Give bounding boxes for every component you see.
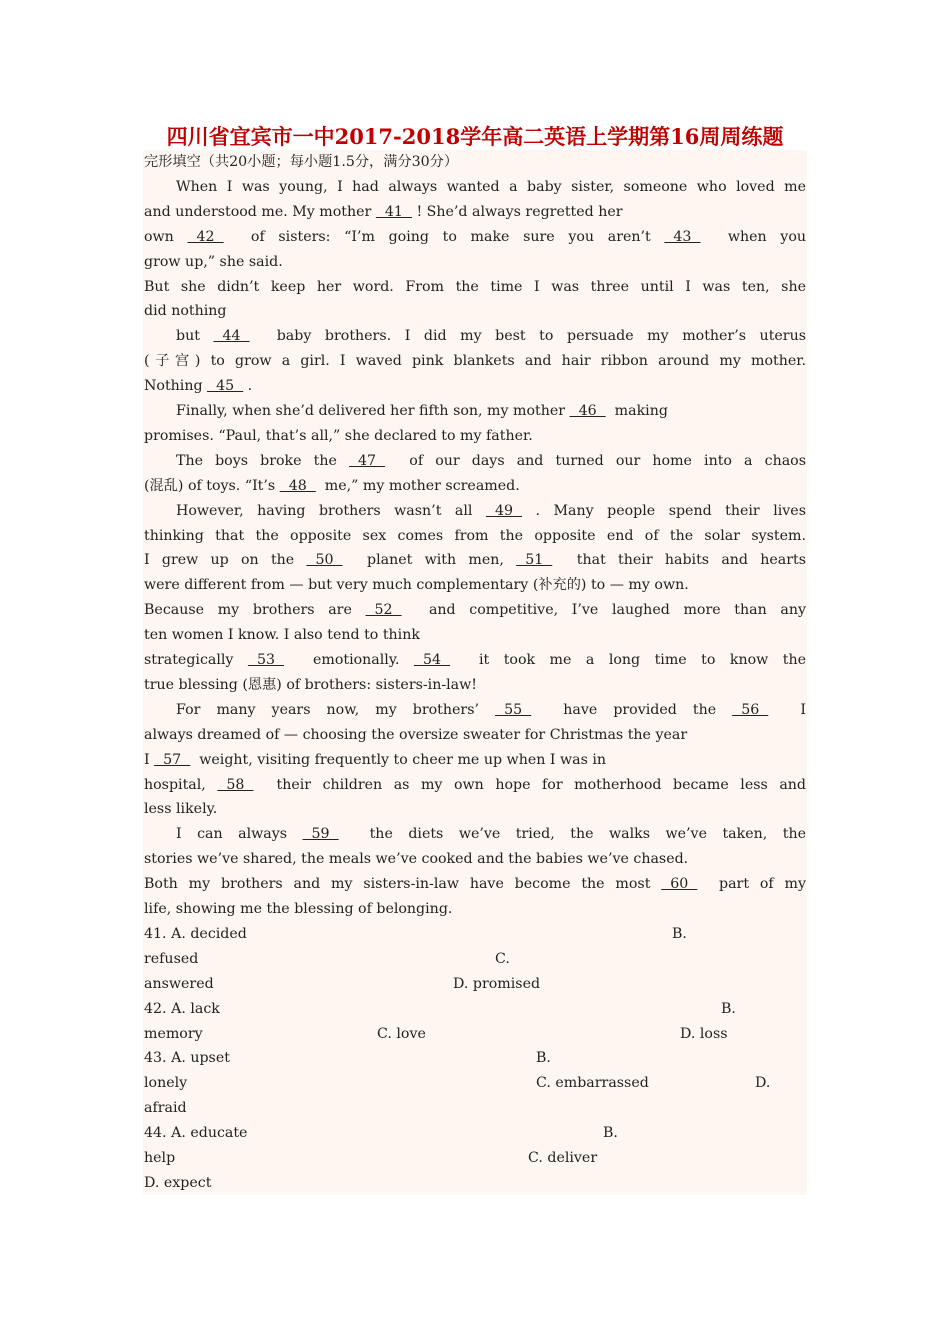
option-line — [144, 1096, 806, 1121]
option-text: refused — [144, 950, 199, 967]
option-text: C. — [495, 950, 510, 967]
passage-line: (子宫) to grow a girl. I waved pink blankets and hair ribbon around my mother. — [144, 353, 806, 370]
blank-48: 48 — [279, 477, 316, 494]
option-line — [144, 1171, 806, 1196]
passage-line: I 57 weight, visiting frequently to cheer me up when I was in — [144, 748, 806, 773]
blank-60: 60 — [661, 876, 698, 893]
passage-line: life, showing me the blessing of belonging. — [144, 901, 453, 917]
option-text: answered — [144, 975, 214, 992]
passage-line: grow up,” she said. — [144, 253, 283, 270]
option-text: D. expect — [144, 1174, 212, 1191]
passage-line: Both my brothers and my sisters-in-law have become the most 60 part of my — [144, 872, 806, 897]
passage-line: I can always 59 the diets we’ve tried, the walks we’ve taken, the — [144, 822, 806, 847]
blank-56: 56 — [732, 701, 769, 718]
option-line — [144, 1121, 806, 1146]
option-text: B. — [603, 1125, 618, 1142]
passage-line: The boys broke the 47 of our days and turned our home into a chaos — [144, 449, 806, 474]
passage-line: did nothing — [144, 303, 227, 320]
blank-54: 54 — [413, 652, 451, 668]
blank-58: 58 — [217, 776, 254, 793]
passage-line: However, having brothers wasn’t all 49 . Many people spend their lives — [144, 499, 806, 524]
option-line — [144, 1071, 806, 1096]
option-text: 44. A. educate — [144, 1125, 248, 1142]
blank-50: 50 — [306, 552, 343, 569]
passage-line: But she didn’t keep her word. From the time I was three until I was ten, she — [144, 278, 806, 295]
option-text: 41. A. decided — [144, 925, 247, 942]
option-line — [144, 947, 806, 972]
section-heading: 完形填空（共20小题；每小题1.5分，满分30分） — [144, 154, 459, 170]
option-text: C. love — [377, 1025, 426, 1042]
option-text: B. — [536, 1050, 551, 1067]
option-text: B. — [721, 1000, 736, 1017]
blank-52: 52 — [365, 602, 402, 619]
option-text: B. — [672, 925, 687, 942]
blank-59: 59 — [302, 826, 339, 843]
passage-line: own 42 of sisters: “I’m going to make sure you aren’t 43 when you — [144, 225, 806, 250]
option-line — [144, 997, 806, 1022]
blank-55: 55 — [495, 701, 532, 718]
blank-41: 41 — [375, 203, 412, 220]
blank-47: 47 — [348, 452, 386, 469]
passage-line: (混乱) of toys. “It’s 48 me,” my mother screamed. — [144, 474, 806, 499]
blank-45: 45 — [207, 378, 244, 395]
passage-line: Nothing 45 . — [144, 374, 806, 399]
option-line — [144, 1022, 806, 1047]
option-text: C. embarrassed — [536, 1075, 649, 1092]
option-line — [144, 1046, 806, 1071]
option-text: C. deliver — [528, 1150, 598, 1166]
passage-line: always dreamed of — choosing the oversize sweater for Christmas the year — [144, 726, 688, 743]
option-text: D. loss — [680, 1025, 728, 1042]
option-line — [144, 972, 806, 997]
option-text: D. promised — [453, 975, 541, 992]
passage-line: When I was young, I had always wanted a baby sister, someone who loved me — [176, 178, 806, 195]
document-title: 四川省宜宾市一中2017-2018学年高二英语上学期第16周周练题 — [166, 124, 784, 149]
option-text: help — [144, 1150, 176, 1166]
option-text: lonely — [144, 1075, 188, 1092]
blank-49: 49 — [485, 502, 523, 519]
blank-51: 51 — [516, 552, 553, 569]
passage-line: were different from — but very much complementary (补充的) to — my own. — [144, 577, 689, 594]
passage-line: stories we’ve shared, the meals we’ve cooked and the babies we’ve chased. — [144, 851, 689, 868]
blank-53: 53 — [247, 652, 285, 668]
passage-line: but 44 baby brothers. I did my best to persuade my mother’s uterus — [144, 324, 806, 349]
blank-43: 43 — [664, 228, 701, 245]
option-text: D. — [755, 1075, 771, 1092]
blank-42: 42 — [187, 228, 224, 245]
passage-line: thinking that the opposite sex comes from the opposite end of the solar system. — [144, 527, 806, 544]
option-text: 42. A. lack — [144, 1000, 220, 1017]
passage-line: true blessing (恩惠) of brothers: sisters-in-law! — [144, 676, 477, 693]
passage-line: less likely. — [144, 801, 218, 818]
blank-57: 57 — [154, 751, 191, 768]
option-line — [144, 922, 806, 947]
passage-line: and understood me. My mother 41 ! She’d always regretted her — [144, 200, 806, 225]
passage-line: For many years now, my brothers’ 55 have provided the 56 I — [144, 698, 806, 723]
blank-44: 44 — [213, 328, 250, 345]
option-line — [144, 1146, 806, 1171]
passage-line: Because my brothers are 52 and competitive, I’ve laughed more than any — [144, 598, 806, 623]
passage-line: I grew up on the 50 planet with men, 51 that their habits and hearts — [144, 548, 806, 573]
blank-46: 46 — [569, 403, 606, 419]
passage-line: strategically 53 emotionally. 54 it took me a long time to know the — [144, 648, 806, 673]
option-text: memory — [144, 1025, 203, 1042]
passage-line: ten women I know. I also tend to think — [144, 627, 420, 644]
passage-line: Finally, when she’d delivered her fifth son, my mother 46 making — [144, 399, 806, 424]
passage-line: promises. “Paul, that’s all,” she declared to my father. — [144, 427, 533, 444]
option-text: afraid — [144, 1100, 187, 1117]
passage-line: hospital, 58 their children as my own hope for motherhood became less and — [144, 773, 806, 798]
option-text: 43. A. upset — [144, 1050, 230, 1067]
